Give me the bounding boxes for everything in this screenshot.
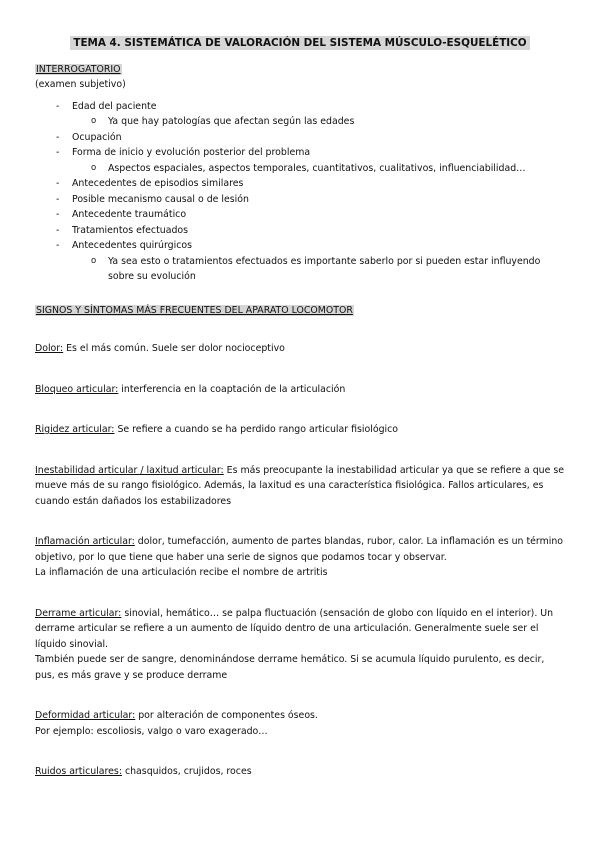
sub-list-item: o Aspectos espaciales, aspectos temporales, cuantitativos, cualitativos, influenciabilidad… — [72, 161, 565, 177]
list-item: - Forma de inicio y evolución posterior del problema o Aspectos espaciales, aspectos temporales, cuantitativos, cualitativos, influenciabilidad… — [35, 145, 565, 176]
list-item: - Ocupación — [35, 130, 565, 146]
signos-heading: SIGNOS Y SÍNTOMAS MÁS FRECUENTES DEL APARATO LOCOMOTOR — [36, 304, 353, 316]
list-item: - Antecedentes de episodios similares — [35, 176, 565, 192]
list-item: - Antecedentes quirúrgicos o Ya sea esto o tratamientos efectuados es importante saberlo por si pueden estar influyendo sobre su evolución — [35, 238, 565, 285]
entry-deformidad: Deformidad articular: por alteración de componentes óseos. Por ejemplo: escoliosis, valgo o varo exagerado… — [35, 710, 318, 737]
entry-inestabilidad: Inestabilidad articular / laxitud articular: Es más preocupante la inestabilidad articular ya que se refiere a que se mueve más de su rango fisiológico. Además, la laxitud es una característica fisiológica. Fallos articulares, es cuando están dañados los estabilizadores — [35, 464, 565, 507]
list-item: - Edad del paciente o Ya que hay patologías que afectan según las edades — [35, 99, 565, 130]
interrogatorio-list — [35, 99, 565, 285]
interrogatorio-heading: INTERROGATORIO — [36, 63, 121, 75]
entry-bloqueo: Bloqueo articular: interferencia en la coaptación de la articulación — [35, 383, 346, 395]
signos-section — [35, 303, 565, 780]
document-page — [35, 36, 565, 780]
sub-list-item: o Ya sea esto o tratamientos efectuados es importante saberlo por si pueden estar influyendo sobre su evolución — [72, 254, 565, 285]
entry-derrame: Derrame articular: sinovial, hemático… se palpa fluctuación (sensación de globo con líquido en el interior). Un derrame articular se refiere a un aumento de líquido dentro de una articulación. Generalmente suele ser el líquido sinovial. También puede ser de sangre, denominándose derrame hemático. Si se acumula líquido purulento, es decir, pus, es más grave y se produce derrame — [35, 607, 554, 681]
sub-list-item: o Ya que hay patologías que afectan según las edades — [72, 114, 565, 130]
interrogatorio-subtitle: (examen subjetivo) — [35, 79, 126, 90]
interrogatorio-section — [35, 62, 565, 285]
list-item: - Posible mecanismo causal o de lesión — [35, 192, 565, 208]
entry-ruidos: Ruidos articulares: chasquidos, crujidos, roces — [35, 766, 252, 777]
entry-inflamacion: Inflamación articular: dolor, tumefacción, aumento de partes blandas, rubor, calor. La inflamación es un término objetivo, por lo que tiene que haber una serie de signos que podamos tocar y observar. La inflamación de una articulación recibe el nombre de artritis — [35, 536, 563, 578]
entry-rigidez: Rigidez articular: Se refiere a cuando se ha perdido rango articular fisiológico — [35, 424, 399, 435]
list-item: - Antecedente traumático — [35, 207, 565, 223]
entry-dolor: Dolor: Es el más común. Suele ser dolor nocioceptivo — [35, 343, 285, 354]
list-item: - Tratamientos efectuados — [35, 223, 565, 239]
document-title: TEMA 4. SISTEMÁTICA DE VALORACIÓN DEL SISTEMA MÚSCULO-ESQUELÉTICO — [35, 36, 565, 52]
